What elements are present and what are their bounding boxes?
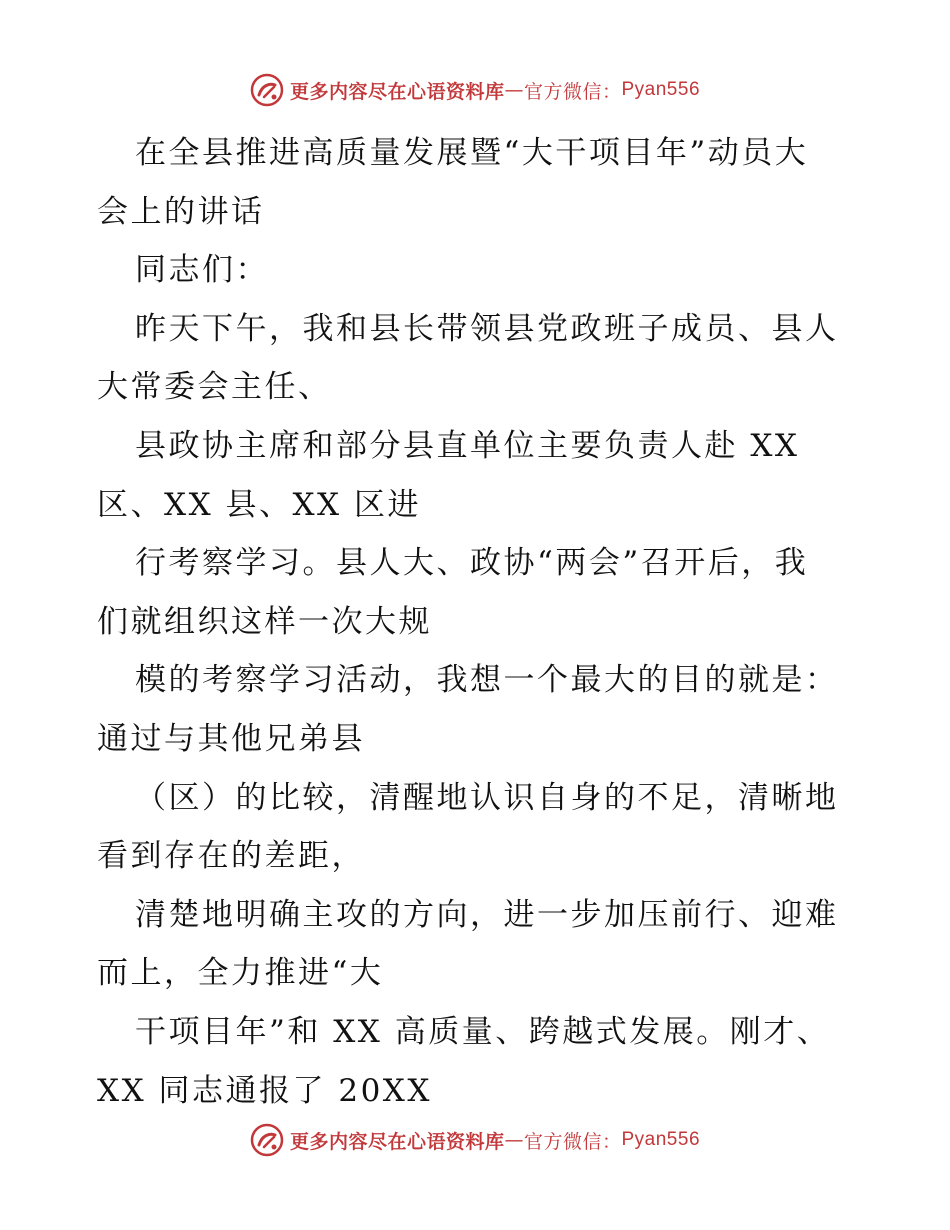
text-line: 县政协主席和部分县直单位主要负责人赴 XX [135, 427, 800, 464]
text-line: 们就组织这样一次大规 [97, 603, 432, 640]
text-line: 区、XX 县、XX 区进 [97, 486, 421, 523]
text-line: 而上，全力推进“大 [97, 955, 384, 992]
watermark-main-text: 更多内容尽在心语资料库 [289, 80, 505, 103]
watermark-wechat-label: 官方微信： [523, 1130, 622, 1153]
logo-seal-icon [250, 73, 284, 107]
watermark-wechat-label: 官方微信： [523, 80, 622, 103]
document-body [97, 124, 857, 1120]
text-line: 行考察学习。县人大、政协“两会”召开后，我 [135, 545, 809, 582]
watermark-wechat-id: Pyan556 [621, 79, 701, 100]
text-line: 大常委会主任、 [97, 369, 332, 406]
watermark-footer [0, 1120, 950, 1160]
text-line: 会上的讲话 [97, 193, 265, 230]
watermark-separator: — [504, 79, 524, 101]
logo-seal-icon [250, 1123, 284, 1157]
watermark-separator: — [504, 1129, 524, 1151]
watermark-header [0, 70, 950, 110]
text-line: 在全县推进高质量发展暨“大干项目年”动员大 [135, 135, 809, 171]
text-line: 干项目年”和 XX 高质量、跨越式发展。刚才、 [135, 1013, 831, 1050]
text-line: 昨天下午，我和县长带领县党政班子成员、县人 [135, 310, 839, 347]
text-line: 模的考察学习活动，我想一个最大的目的就是： [135, 662, 839, 699]
text-line: （区）的比较，清醒地认识自身的不足，清晰地 [135, 779, 839, 816]
text-line: 看到存在的差距， [97, 838, 365, 875]
text-line: 通过与其他兄弟县 [97, 720, 365, 757]
watermark-main-text: 更多内容尽在心语资料库 [289, 1130, 505, 1153]
text-line: XX 同志通报了 20XX [97, 1072, 432, 1109]
text-line: 清楚地明确主攻的方向，进一步加压前行、迎难 [135, 896, 839, 933]
watermark-wechat-id: Pyan556 [621, 1129, 701, 1150]
text-line: 同志们： [135, 252, 269, 289]
